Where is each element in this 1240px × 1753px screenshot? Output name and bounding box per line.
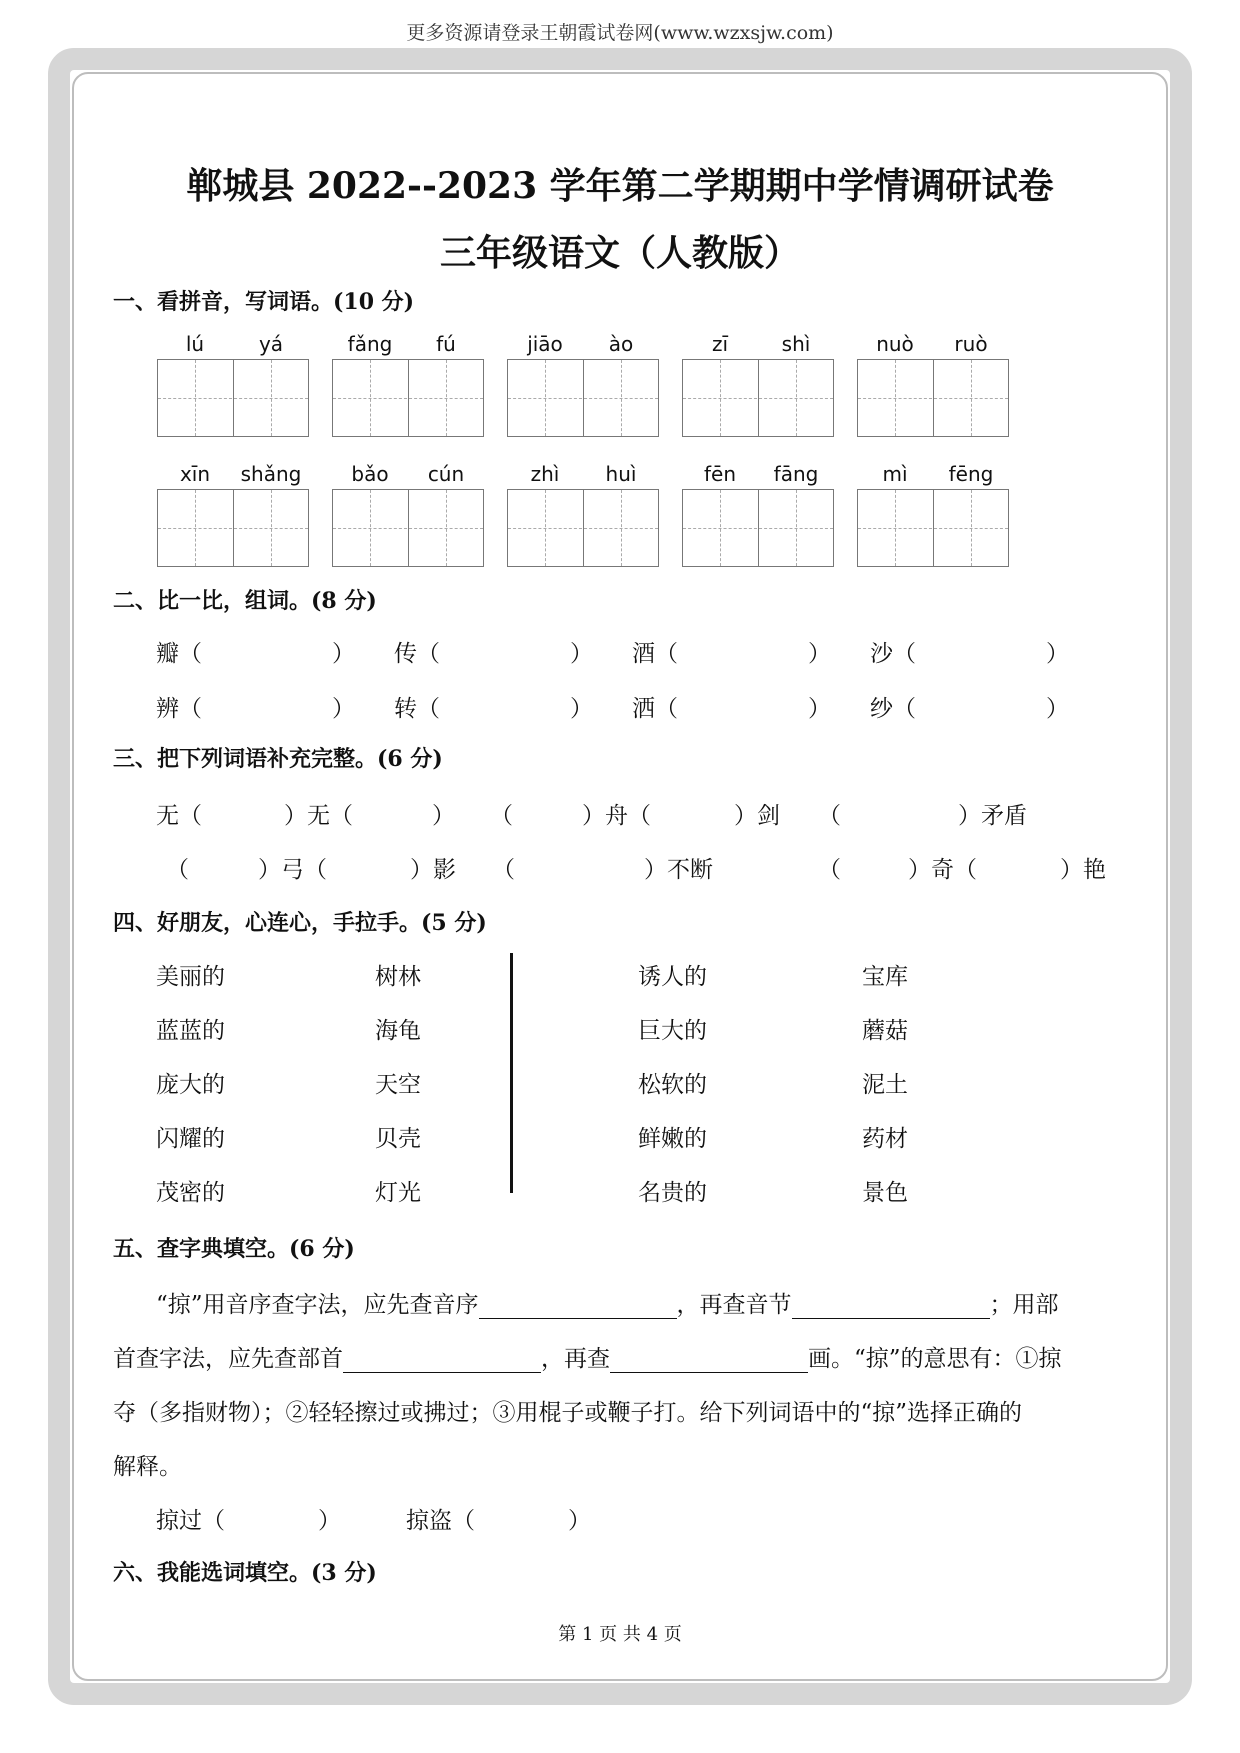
adjective-left-word[interactable]: 庞大的 [156,1072,225,1098]
pinyin-label: fēng [948,462,994,486]
compare-open: 转（ [394,696,440,722]
pinyin-label: shì [781,332,811,356]
pinyin-label: shǎng [240,462,302,486]
pinyin-label: fú [436,332,456,356]
pinyin-label: mì [882,462,908,486]
compare-open: 纱（ [870,696,916,722]
noun-left-word[interactable]: 灯光 [375,1180,421,1206]
idiom-part: ）不断 [644,857,713,883]
matching-divider [510,953,513,1193]
adjective-left-word[interactable]: 闪耀的 [156,1126,225,1152]
compare-open: 瓣（ [156,641,202,667]
noun-left-word[interactable]: 树林 [375,964,421,990]
writing-grid[interactable] [332,359,484,437]
adjective-left-word[interactable]: 蓝蓝的 [156,1018,225,1044]
dictionary-para-line-1 [156,1286,1059,1319]
compare-close: ） [570,641,593,667]
pinyin-label: ào [608,332,634,356]
adjective-left-word[interactable]: 茂密的 [156,1180,225,1206]
noun-right-word[interactable]: 宝库 [862,964,908,990]
idiom-part: （ [166,857,189,883]
section-1-title: 一、看拼音，写词语。(10 分) [113,289,415,315]
pinyin-label: cún [427,462,465,486]
noun-left-word[interactable]: 贝壳 [375,1126,421,1152]
lue-guo-question: 掠过（ [156,1508,225,1534]
idiom-part: （ [818,857,841,883]
pinyin-label: jiāo [527,332,563,356]
compare-open: 酒（ [632,641,678,667]
header-note: 更多资源请登录王朝霞试卷网(www.wzxsjw.com) [406,22,834,44]
idiom-part: ）剑 [734,803,780,829]
adjective-right-word[interactable]: 松软的 [638,1072,707,1098]
compare-close: ） [1046,641,1069,667]
para-text: ；用部 [989,1292,1059,1318]
adjective-left-word[interactable]: 美丽的 [156,964,225,990]
writing-grid[interactable] [507,489,659,567]
noun-right-word[interactable]: 泥土 [862,1072,908,1098]
compare-close: ） [808,696,831,722]
lue-dao-close: ） [568,1508,591,1534]
compare-close: ） [1046,696,1069,722]
blank-yinxu [479,1294,677,1319]
pinyin-label: fǎng [347,332,393,356]
pinyin-label: nuò [876,332,914,356]
pinyin-label: yá [258,332,284,356]
idiom-part: （ [818,803,841,829]
section-4-title: 四、好朋友，心连心，手拉手。(5 分) [113,910,487,936]
writing-grid[interactable] [682,359,834,437]
idiom-part: ） [432,803,455,829]
blank-bushou [343,1348,541,1373]
adjective-right-word[interactable]: 诱人的 [638,964,707,990]
compare-open: 辨（ [156,696,202,722]
adjective-right-word[interactable]: 名贵的 [638,1180,707,1206]
dictionary-para-line-3: 夺（多指财物）；②轻轻擦过或拂过；③用棍子或鞭子打。给下列词语中的“掠”选择正确的 [113,1400,1023,1426]
noun-right-word[interactable]: 蘑菇 [862,1018,908,1044]
compare-close: ） [332,696,355,722]
page-footer: 第 1 页 共 4 页 [558,1624,682,1645]
pinyin-label: huì [605,462,637,486]
compare-open: 洒（ [632,696,678,722]
idiom-part: （ [492,857,515,883]
idiom-part: ）艳 [1060,857,1106,883]
section-3-title: 三、把下列词语补充完整。(6 分) [113,746,443,772]
lue-guo-close: ） [318,1508,341,1534]
exam-subtitle: 三年级语文（人教版） [439,232,800,274]
writing-grid[interactable] [857,359,1009,437]
pinyin-label: lú [185,332,205,356]
pinyin-label: fāng [773,462,819,486]
lue-dao-question: 掠盗（ [406,1508,475,1534]
compare-open: 传（ [394,641,440,667]
writing-grid[interactable] [157,489,309,567]
noun-right-word[interactable]: 药材 [862,1126,908,1152]
para-text: “掠”用音序查字法，应先查音序 [156,1292,479,1318]
adjective-right-word[interactable]: 鲜嫩的 [638,1126,707,1152]
pinyin-label: ruò [954,332,988,356]
idiom-part: ）影 [410,857,456,883]
noun-left-word[interactable]: 海龟 [375,1018,421,1044]
pinyin-label: xīn [179,462,211,486]
pinyin-label: zī [711,332,729,356]
blank-strokes [610,1348,808,1373]
writing-grid[interactable] [507,359,659,437]
para-text: ，再查 [541,1346,610,1372]
blank-yinjie [792,1294,990,1319]
writing-grid[interactable] [157,359,309,437]
pinyin-label: zhì [530,462,560,486]
idiom-part: ）舟（ [582,803,651,829]
compare-close: ） [808,641,831,667]
dictionary-para-line-4: 解释。 [113,1454,182,1480]
idiom-part: ）奇（ [908,857,977,883]
section-2-title: 二、比一比，组词。(8 分) [113,588,377,614]
noun-left-word[interactable]: 天空 [375,1072,421,1098]
dictionary-para-line-2 [113,1340,1062,1373]
idiom-part: （ [490,803,513,829]
exam-title: 郸城县 2022--2023 学年第二学期期中学情调研试卷 [186,165,1054,207]
pinyin-label: bǎo [351,462,389,486]
section-6-title: 六、我能选词填空。(3 分) [113,1560,377,1586]
idiom-part: 无（ [156,803,202,829]
para-text: 画。“掠”的意思有：①掠 [808,1346,1062,1372]
writing-grid[interactable] [857,489,1009,567]
compare-close: ） [570,696,593,722]
writing-grid[interactable] [332,489,484,567]
para-text: 首查字法，应先查部首 [113,1346,343,1372]
writing-grid[interactable] [682,489,834,567]
section-5-title: 五、查字典填空。(6 分) [113,1236,355,1262]
noun-right-word[interactable]: 景色 [862,1180,908,1206]
idiom-part: ）无（ [284,803,353,829]
adjective-right-word[interactable]: 巨大的 [638,1018,707,1044]
idiom-part: ）矛盾 [958,803,1027,829]
compare-close: ） [332,641,355,667]
para-text: ，再查音节 [676,1292,792,1318]
compare-open: 沙（ [870,641,916,667]
idiom-part: ）弓（ [258,857,327,883]
pinyin-label: fēn [703,462,737,486]
